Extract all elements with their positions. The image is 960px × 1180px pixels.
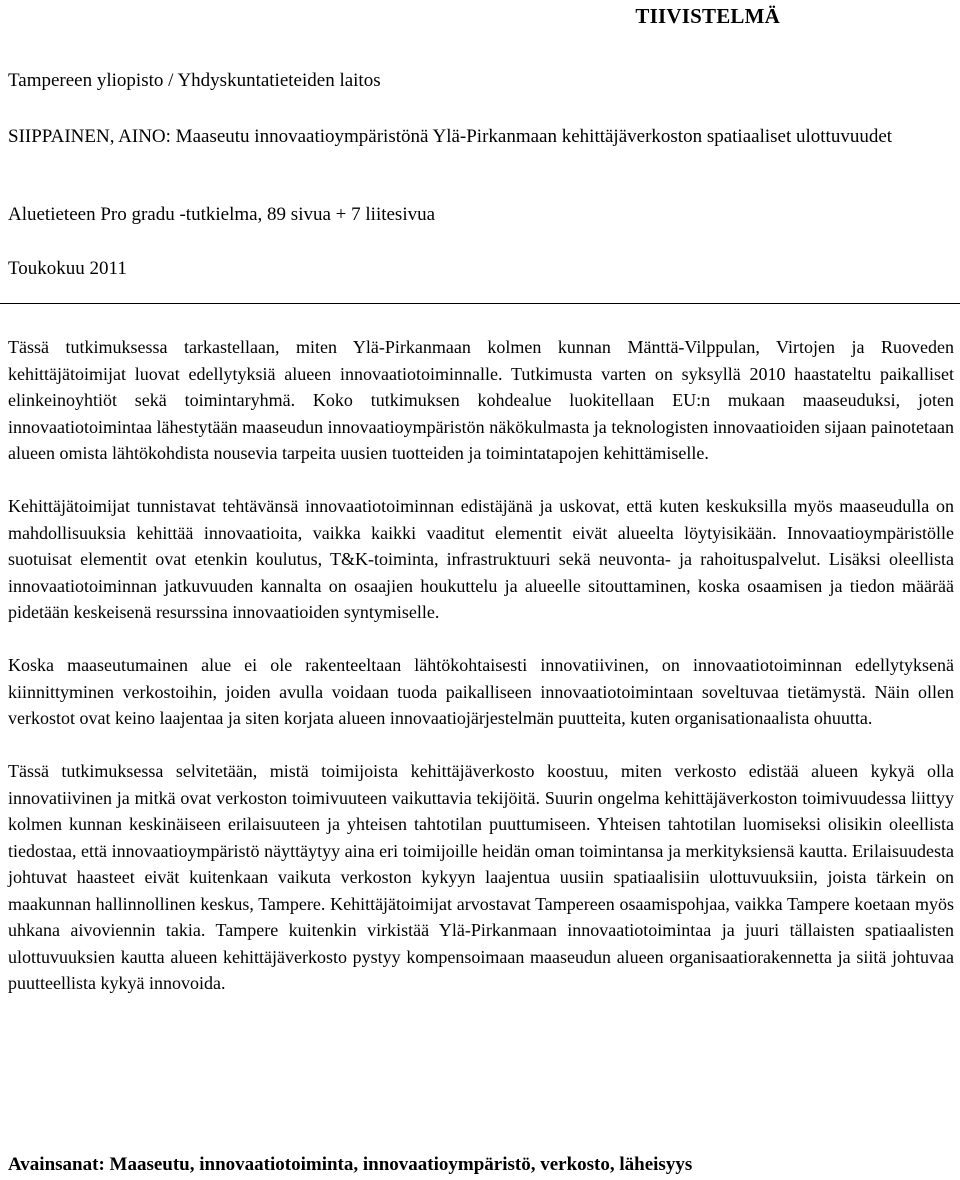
- thesis-info-line: Aluetieteen Pro gradu -tutkielma, 89 sivua + 7 liitesivua: [8, 204, 436, 225]
- header-divider: [0, 303, 960, 304]
- abstract-paragraph: Tässä tutkimuksessa selvitetään, mistä toimijoista kehittäjäverkosto koostuu, miten verkosto edistää alueen kykyä olla innovatiivinen ja mitkä ovat verkoston toimivuuteen vaikuttavia tekijöitä. Suurin ongelma kehittäjäverkoston toimivuudessa liittyy kolmen kunnan keskinäiseen erilaisuuteen ja yhteisen tahtotilan puuttumiseen. Yhteisen tahtotilan luomiseksi olisikin oleellista tiedostaa, että innovaatioympäristö näyttäytyy aina eri toimijoille heidän oman toimintansa ja merkityksiensä kautta. Erilaisuudesta johtuvat haasteet eivät kuitenkaan vaikuta verkoston kykyyn laajentua uusiin spatiaalisiin ulottuvuuksiin, joista tärkein on maakunnan hallinnollinen keskus, Tampere. Kehittäjätoimijat arvostavat Tampereen osaamispohjaa, vaikka Tampere koetaan myös uhkana aivoviennin takia. Tampere kuitenkin virkistää Ylä-Pirkanmaan innovaatiotoimintaa ja juuri tällaisten spatiaalisten ulottuvuuksien kautta alueen kehittäjäverkosto pystyy kompensoimaan maaseudun alueen organisaatiorakennetta ja siitä johtuvaa puutteellista kykyä innovoida.: [8, 761, 954, 993]
- keywords-line: Avainsanat: Maaseutu, innovaatiotoiminta, innovaatioympäristö, verkosto, läheisyys: [8, 1154, 693, 1175]
- author-title-line: SIIPPAINEN, AINO: Maaseutu innovaatioympäristönä Ylä-Pirkanmaan kehittäjäverkoston spatiaaliset ulottuvuudet: [8, 126, 893, 147]
- abstract-paragraph: Koska maaseutumainen alue ei ole rakenteeltaan lähtökohtaisesti innovatiivinen, on innovaatiotoiminnan edellytyksenä kiinnittyminen verkostoihin, joiden avulla voidaan tuoda paikalliseen innovaatiotoimintaan soveltuvaa tietämystä. Näin ollen verkostot ovat keino laajentaa ja siten korjata alueen innovaatiojärjestelmän puutteita, kuten organisationaalista ohuutta.: [8, 655, 954, 728]
- abstract-body: [8, 334, 954, 1023]
- abstract-heading: TIIVISTELMÄ: [635, 4, 780, 28]
- abstract-paragraph: Kehittäjätoimijat tunnistavat tehtävänsä innovaatiotoiminnan edistäjänä ja uskovat, että kuten keskuksilla myös maaseudulla on mahdollisuuksia kehittää innovaatioita, vaikka kaikki vaaditut elementit eivät alueelta löytyisikään. Innovaatioympäristölle suotuisat elementit ovat etenkin koulutus, T&K-toiminta, infrastruktuuri sekä neuvonta- ja rahoituspalvelut. Lisäksi oleellista innovaatiotoiminnan jatkuvuuden kannalta on osaajien houkuttelu ja alueelle sitouttaminen, koska osaamisen ja tiedon määrää pidetään keskeisenä resurssina innovaatioiden syntymiselle.: [8, 496, 954, 622]
- date-line: Toukokuu 2011: [8, 258, 127, 279]
- abstract-paragraph: Tässä tutkimuksessa tarkastellaan, miten Ylä-Pirkanmaan kolmen kunnan Mänttä-Vilppulan, Virtojen ja Ruoveden kehittäjätoimijat luovat edellytyksiä alueen innovaatiotoiminnalle. Tutkimusta varten on syksyllä 2010 haastateltu paikalliset elinkeinoyhtiöt sekä toimintaryhmä. Koko tutkimuksen kohdealue luokitellaan EU:n mukaan maaseuduksi, joten innovaatiotoimintaa lähestytään maaseudun innovaatioympäristön näkökulmasta ja teknologisten innovaatioiden sijaan painotetaan alueen omista lähtökohdista nousevia tarpeita uusien tuotteiden ja toimintatapojen kehittämiselle.: [8, 337, 954, 463]
- institution-line: Tampereen yliopisto / Yhdyskuntatieteiden laitos: [8, 70, 381, 91]
